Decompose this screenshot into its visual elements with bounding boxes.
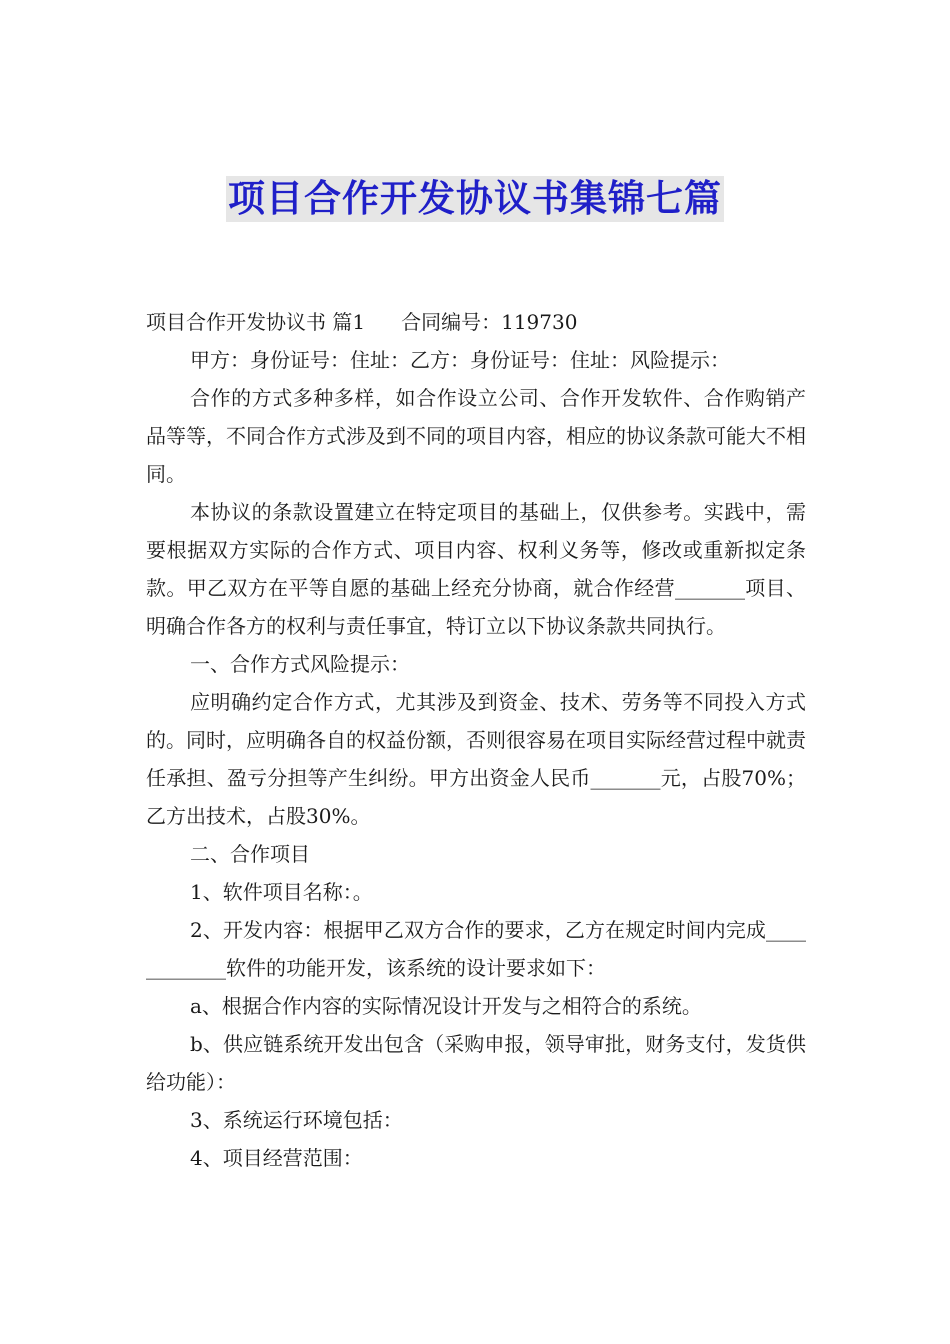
paragraph-investment-shares: 应明确约定合作方式，尤其涉及到资金、技术、劳务等不同投入方式的。同时，应明确各自的权益份额，否则很容易在项目实际经营过程中就责任承担、盈亏分担等产生纠纷。甲方出资金人民币_______元，占股70%；乙方出技术，占股30%。	[146, 690, 806, 828]
document-title-text: 项目合作开发协议书集锦七篇	[228, 177, 722, 220]
list-item-runtime-environment: 3、系统运行环境包括：	[190, 1108, 403, 1132]
list-item-business-scope: 4、项目经营范围：	[190, 1146, 363, 1170]
paragraph-cooperation-methods: 合作的方式多种多样，如合作设立公司、合作开发软件、合作购销产品等等，不同合作方式涉及到不同的项目内容，相应的协议条款可能大不相同。	[146, 386, 806, 486]
section-heading-cooperation-project: 二、合作项目	[190, 842, 310, 866]
contract-number: 合同编号：119730	[401, 310, 578, 334]
agreement-part-label: 项目合作开发协议书 篇1	[146, 310, 366, 334]
section-heading-cooperation-mode: 一、合作方式风险提示：	[190, 652, 410, 676]
list-item-development-content: 2、开发内容：根据甲乙双方合作的要求，乙方在规定时间内完成____________软件的功能开发，该系统的设计要求如下：	[146, 918, 806, 980]
list-item-project-name: 1、软件项目名称：。	[190, 880, 373, 904]
paragraph-clause-basis: 本协议的条款设置建立在特定项目的基础上，仅供参考。实践中，需要根据双方实际的合作方式、项目内容、权利义务等，修改或重新拟定条款。甲乙双方在平等自愿的基础上经充分协商，就合作经营_______项目、明确合作各方的权利与责任事宜，特订立以下协议条款共同执行。	[146, 500, 806, 638]
parties-line: 甲方：身份证号：住址：乙方：身份证号：住址：风险提示：	[190, 348, 730, 372]
contract-heading-line	[146, 303, 806, 341]
list-item-design-b: b、供应链系统开发出包含（采购申报，领导审批，财务支付，发货供给功能）：	[146, 1032, 806, 1094]
document-body	[146, 303, 806, 1177]
list-item-design-a: a、根据合作内容的实际情况设计开发与之相符合的系统。	[190, 994, 702, 1018]
document-title	[0, 176, 950, 222]
